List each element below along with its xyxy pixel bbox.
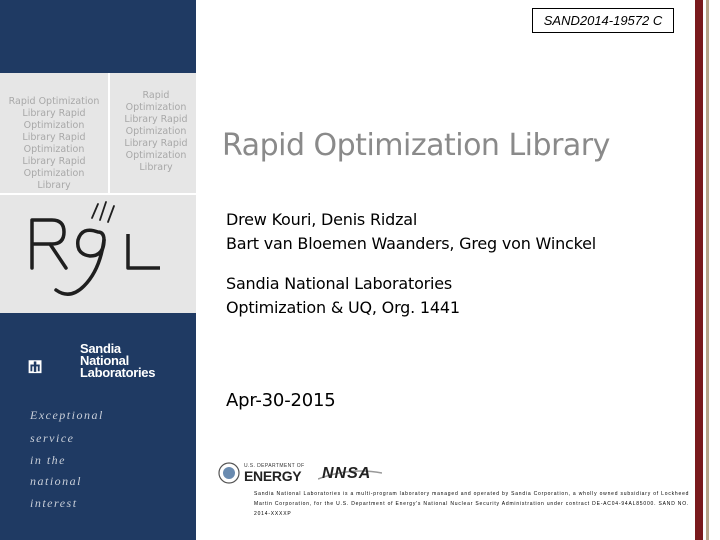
tile-text-right: Rapid Optimization Library Rapid Optimization Library Rapid Optimization Library: [124, 90, 188, 173]
date: Apr-30-2015: [226, 390, 336, 411]
doe-energy-text: ENERGY: [244, 468, 302, 484]
tile-text-left: Rapid Optimization Library Rapid Optimization Library Rapid Optimization Library Rapid Optimization Library: [8, 96, 100, 191]
document-id-box: SAND2014-19572 C: [532, 8, 674, 33]
nnsa-text: NNSA: [322, 465, 372, 482]
left-header-block: [0, 0, 196, 73]
affiliation-line: Sandia National Laboratories: [226, 274, 453, 293]
tagline-line: national: [30, 474, 83, 488]
divider: [108, 73, 110, 193]
nnsa-logo: [318, 463, 382, 488]
tagline-line: in the: [30, 453, 66, 467]
thunderbird-icon: [28, 343, 74, 391]
authors-line: Drew Kouri, Denis Ridzal: [226, 210, 418, 229]
authors-line: Bart van Bloemen Waanders, Greg von Winckel: [226, 234, 596, 253]
tagline-line: service: [30, 431, 75, 445]
accent-stripe: [706, 0, 709, 540]
doe-seal-icon: [218, 462, 240, 484]
affiliation-line: Optimization & UQ, Org. 1441: [226, 298, 460, 317]
footer-fine-print: Sandia National Laboratories is a multi-program laboratory managed and operated by Sandia Corporation, a wholly owned subsidiary of Lockheed Martin Corporation, for the U.S. Department of Energy's National Nuclear Security Administration under contract DE-AC04-94AL85000. SAND NO. 2014-XXXXP: [254, 491, 690, 517]
page-title: Rapid Optimization Library: [222, 128, 610, 163]
sandia-wordmark: Sandia National Laboratories: [80, 341, 156, 380]
accent-stripe: [695, 0, 703, 540]
rol-logo: [20, 200, 170, 308]
divider: [0, 193, 196, 195]
tagline-line: Exceptional: [30, 408, 104, 422]
doe-small-text: U.S. DEPARTMENT OF: [244, 463, 305, 469]
tagline-line: interest: [30, 496, 78, 510]
